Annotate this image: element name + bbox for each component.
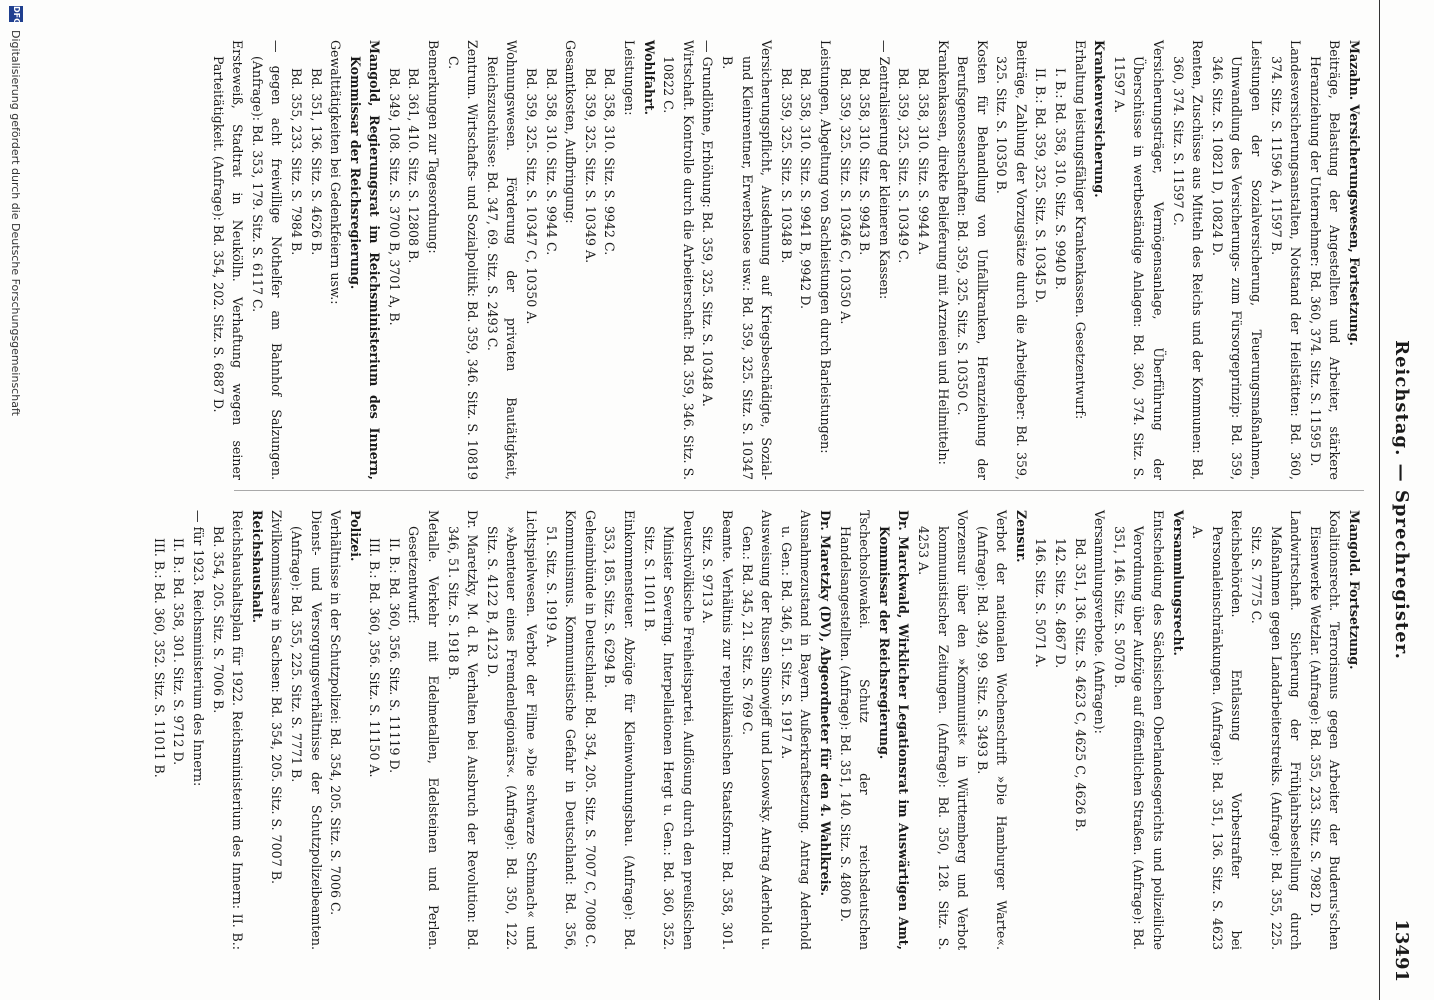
- index-entry: Leistungen:: [622, 40, 638, 116]
- index-entry: Dienst- und Versorgungsverhältnisse der Schutzpolizeibeamten. (Anfrage): Bd. 355, 225. Sitz. S. 7771 B.: [288, 510, 324, 950]
- index-entry: Ausnahmezustand in Bayern. Außerkraftsetzung. Antrag Aderhold u. Gen.: Bd. 346, 51. Sitz. S. 1917 A.: [778, 510, 814, 950]
- index-entry: 142. Sitz. S. 4867 D.: [1053, 538, 1069, 669]
- index-entry: Bd. 358, 310. Sitz. S. 9944 A.: [915, 68, 931, 256]
- index-entry: — Zentralisierung der kleineren Kassen:: [876, 40, 892, 300]
- index-entry: Dr. Maretzky, M. d. R. Verhalten bei Ausbruch der Revolution: Bd. 346, 51. Sitz. S. 1918 B.: [445, 510, 481, 950]
- running-head-title: Reichstag. — Sprechregister.: [1391, 340, 1412, 660]
- dfg-logo-icon: DFG: [9, 6, 23, 22]
- index-entry: Einkommensteuer. Abzüge für Kleinwohnungsbau. (Anfrage): Bd. 353, 185. Sitz. S. 6294 B.: [602, 510, 638, 950]
- index-entry: 146. Sitz. S. 5071 A.: [1033, 538, 1049, 668]
- index-entry: Gewalttätigkeiten bei Gedenkfeiern usw.:: [328, 40, 344, 305]
- index-entry: Landesversicherungsanstalten, Notstand der Heilstätten: Bd. 360, 374. Sitz. S. 11596 A, 11597 B.: [1268, 40, 1304, 480]
- index-entry: Ersteweiß, Stadtrat in Neukölln. Verhaftung wegen seiner Parteitätigkeit. (Anfrage): Bd. 354, 202. Sitz. S. 6887 D.: [210, 40, 246, 480]
- index-entry: Verhältnisse in der Schutzpolizei: Bd. 354, 205. Sitz. S. 7006 C.: [328, 510, 344, 916]
- index-entry: Bd. 358, 310. Sitz. S. 9943 B.: [857, 68, 873, 256]
- index-entry: Zivilkommissare in Sachsen: Bd. 354, 205. Sitz. S. 7007 B.: [269, 510, 285, 884]
- index-entry: Lichtspielwesen. Verbot der Filme »Die schwarze Schmach« und »Abenteuer eines Fremdenlegionärs«. (Anfrage): Bd. 350, 122. Sitz. S. 4122 B, 4123 D.: [484, 510, 540, 950]
- index-entry: Kommunismus. Kommunistische Gefahr in Deutschland: Bd. 356, 51. Sitz. S. 1919 A.: [543, 510, 579, 950]
- index-entry: Ausweisung der Russen Sinowjeff und Losowsky. Antrag Aderhold u. Gen.: Bd. 345, 21. Sitz. S. 769 C.: [739, 510, 775, 950]
- index-entry: Koalitionsrecht. Terrorismus gegen Arbeiter der Buderus'schen Eisenwerke Wetzlar. (Anfrage): Bd. 355, 233. Sitz. S. 7982 D.: [1307, 510, 1343, 950]
- index-entry: Bd. 361, 410. Sitz. S. 12808 B.: [406, 68, 422, 264]
- footer: [4, 0, 26, 1000]
- index-entry: Bd. 349, 108. Sitz. S. 3700 B, 3701 A, B.: [386, 68, 402, 326]
- index-entry: Metalle. Verkehr mit Edelmetallen, Edelsteinen und Perlen. Gesetzentwurf:: [406, 510, 442, 950]
- index-entry: Bd. 359, 325. Sitz. S. 10348 B.: [778, 68, 794, 264]
- index-entry: Vorzensur über den »Kommunist« in Württemberg und Verbot kommunistischer Zeitungen. (Anfrage): Bd. 350, 128. Sitz. S. 4253 A.: [915, 510, 971, 950]
- index-entry: — für 1923. Reichsministerium des Innern:: [190, 510, 206, 787]
- index-entry: Bd. 351, 136. Sitz. S. 4626 B.: [308, 68, 324, 256]
- index-entry: Bd. 358, 310. Sitz. S. 9941 B, 9942 D.: [798, 68, 814, 309]
- index-entry: Zentrum. Wirtschafts- und Sozialpolitik: Bd. 359, 346. Sitz. S. 10819 C.: [445, 40, 481, 480]
- index-entry: Bd. 359, 325. Sitz. S. 10349 C.: [896, 68, 912, 264]
- index-entry: Geheimbünde in Deutschland: Bd. 354, 205. Sitz. S. 7007 C, 7008 C.: [582, 510, 598, 948]
- index-entry: Versicherungsträger, Vermögensanlage, Überführung der Überschüsse in wertbeständige Anlagen: Bd. 360, 374. Sitz. S. 11597 A.: [1111, 40, 1167, 480]
- left-column: [210, 40, 1364, 480]
- index-entry: Leistungen der Sozialversicherung, Teuerungsmaßnahmen, Umwandlung des Versicherungs- zum Fürsorgeprinzip: Bd. 359, 346. Sitz. S. 10821 D, 10824 D.: [1209, 40, 1265, 480]
- index-entry: Bd. 359, 325. Sitz. S. 10347 C, 10350 A.: [524, 68, 540, 325]
- index-heading: Dr. Maretzky (DV), Abgeordneter für den 4. Wahlkreis.: [817, 510, 833, 896]
- running-head: [1379, 0, 1420, 1000]
- footer-credit: Digitalisierung gefördert durch die Deutsche Forschungsgemeinschaft: [9, 30, 22, 416]
- index-entry: Bd. 358, 310. Sitz. S. 9944 C.: [543, 68, 559, 256]
- index-heading: Polizei.: [347, 510, 363, 562]
- index-entry: Bd. 351, 136. Sitz. S. 4623 C, 4625 C, 4626 B.: [1072, 538, 1088, 832]
- index-entry: Wirtschaft. Kontrolle durch die Arbeiterschaft: Bd. 359, 346. Sitz. S. 10822 C.: [661, 40, 696, 480]
- index-heading: Zensur.: [1013, 510, 1029, 563]
- index-entry: Kosten für Behandlung von Unfallkranken, Heranziehung der Berufsgenossenschaften: Bd. 359, 325. Sitz. S. 10350 C.: [955, 40, 990, 480]
- index-heading: Mazahn. Versicherungswesen, Fortsetzung.: [1347, 40, 1362, 346]
- index-entry: Krankenkassen, direkte Belieferung mit Arzneien und Heilmitteln:: [935, 40, 951, 465]
- index-heading: Mangold, Regierungsrat im Reichsministerium des Innern, Kommissar der Reichsregierung.: [347, 40, 383, 480]
- index-entry: II. B.: Bd. 358, 301. Sitz. S. 9712 D.: [171, 538, 187, 766]
- index-heading: Wohlfahrt.: [641, 40, 657, 116]
- index-entry: Reichsbehörden. Entlassung Vorbestrafter bei Personaleinschränkungen. (Anfrage): Bd. 351, 136. Sitz. S. 4623 A.: [1190, 510, 1245, 950]
- index-entry: Beamte. Verhältnis zur republikanischen Staatsform: Bd. 358, 301. Sitz. S. 9713 A.: [700, 510, 735, 950]
- index-entry: Bd. 358, 310. Sitz. S. 9942 C.: [602, 68, 618, 256]
- index-entry: Erhaltung leistungsfähiger Krankenkassen. Gesetzentwurf:: [1072, 40, 1088, 420]
- index-heading: Krankenversicherung.: [1092, 40, 1108, 198]
- page-number: 13491: [1391, 919, 1412, 982]
- right-column: [151, 510, 1364, 950]
- index-entry: Bd. 359, 325. Sitz. S. 10346 C, 10350 A.: [837, 68, 853, 325]
- index-heading: Versammlungsrecht.: [1170, 510, 1186, 656]
- index-entry: Versammlungsverbote. (Anfragen):: [1092, 510, 1108, 734]
- index-entry: Verbot der nationalen Wochenschrift »Die Hamburger Warte«. (Anfrage): Bd. 349, 99. Sitz. S. 3493 B.: [974, 510, 1010, 950]
- index-entry: III. B.: Bd. 360, 352. Sitz. S. 11011 B.: [151, 538, 167, 778]
- index-heading: Mangold. Fortsetzung.: [1347, 510, 1362, 670]
- index-entry: Gesamtkosten, Aufbringung:: [563, 40, 579, 224]
- index-entry: Beiträge, Zahlung der Vorzugsätze durch die Arbeitgeber: Bd. 359, 325. Sitz. S. 10350 B.: [994, 40, 1029, 480]
- index-entry: Beiträge, Belastung der Angestellten und Arbeiter, stärkere Heranziehung der Unternehmer: Bd. 360, 374. Sitz. S. 11595 D.: [1307, 40, 1343, 480]
- index-entry: Reichshaushaltsplan für 1922. Reichsministerium des Innern: II. B.: Bd. 354, 205. Sitz. S. 7006 B.: [210, 510, 246, 950]
- index-entry: Renten, Zuschüsse aus Mitteln des Reichs und der Kommunen: Bd. 360, 374. Sitz. S. 11597 C.: [1170, 40, 1206, 480]
- index-entry: II. B.: Bd. 359, 325. Sitz. S. 10345 D.: [1033, 68, 1049, 304]
- index-entry: Deutschvölkische Freiheitspartei. Auflösung durch den preußischen Minister Severing. Interpellationen Hergt u. Gen.: Bd. 360, 352. Sitz. S. 11011 B.: [641, 510, 696, 950]
- index-entry: — Grundlöhne, Erhöhung: Bd. 359, 325. Sitz. S. 10348 A.: [700, 40, 716, 407]
- index-entry: Bd. 355, 233. Sitz. S. 7984 B.: [288, 68, 304, 256]
- index-heading: Dr. Marckwald, Wirklicher Legationsrat im Auswärtigen Amt, Kommissar der Reichsregierung.: [876, 510, 912, 950]
- index-entry: Landwirtschaft. Sicherung der Frühjahrsbestellung durch Maßnahmen gegen Landarbeiterstreiks. (Anfrage): Bd. 355, 225. Sitz. S. 7775 C.: [1249, 510, 1304, 950]
- column-divider: [234, 490, 1364, 491]
- index-heading: Reichshaushalt.: [249, 510, 265, 624]
- index-entry: I. B.: Bd. 358, 310. Sitz. S. 9940 B.: [1053, 68, 1069, 290]
- index-entry: Bd. 359, 325. Sitz. S. 10349 A.: [582, 68, 598, 264]
- index-entry: Leistungen, Abgeltung von Sachleistungen durch Barleistungen:: [817, 40, 833, 454]
- index-entry: Versicherungspflicht, Ausdehnung auf Kriegsbeschädigte, Sozial- und Kleinrentner, Erwerbslose usw.: Bd. 359, 325. Sitz. S. 10347 B.: [720, 40, 775, 480]
- index-entry: Wohnungswesen. Förderung der privaten Bautätigkeit, Reichszuschüsse: Bd. 347, 69. Sitz. S. 2493 C.: [484, 40, 520, 480]
- index-entry: Bemerkungen zur Tagesordnung:: [426, 40, 442, 254]
- index-entry: Entscheidung des Sächsischen Oberlandesgerichts und polizeiliche Verordnung über Aufzüge auf öffentlichen Straßen. (Anfrage): Bd. 351, 146. Sitz. S. 5070 B.: [1111, 510, 1167, 950]
- index-entry: — gegen acht freiwillige Nothelfer am Bahnhof Salzungen. (Anfrage): Bd. 353, 179. Sitz. S. 6117 C.: [249, 40, 285, 480]
- index-entry: Tschechoslowakei. Schutz der reichsdeutschen Handelsangestellten. (Anfrage): Bd. 351, 140. Sitz. S. 4806 D.: [837, 510, 873, 950]
- index-entry: II. B.: Bd. 360, 356. Sitz. S. 11119 D.: [386, 538, 402, 774]
- index-entry: III. B.: Bd. 360, 356. Sitz. S. 11150 A.: [367, 538, 383, 778]
